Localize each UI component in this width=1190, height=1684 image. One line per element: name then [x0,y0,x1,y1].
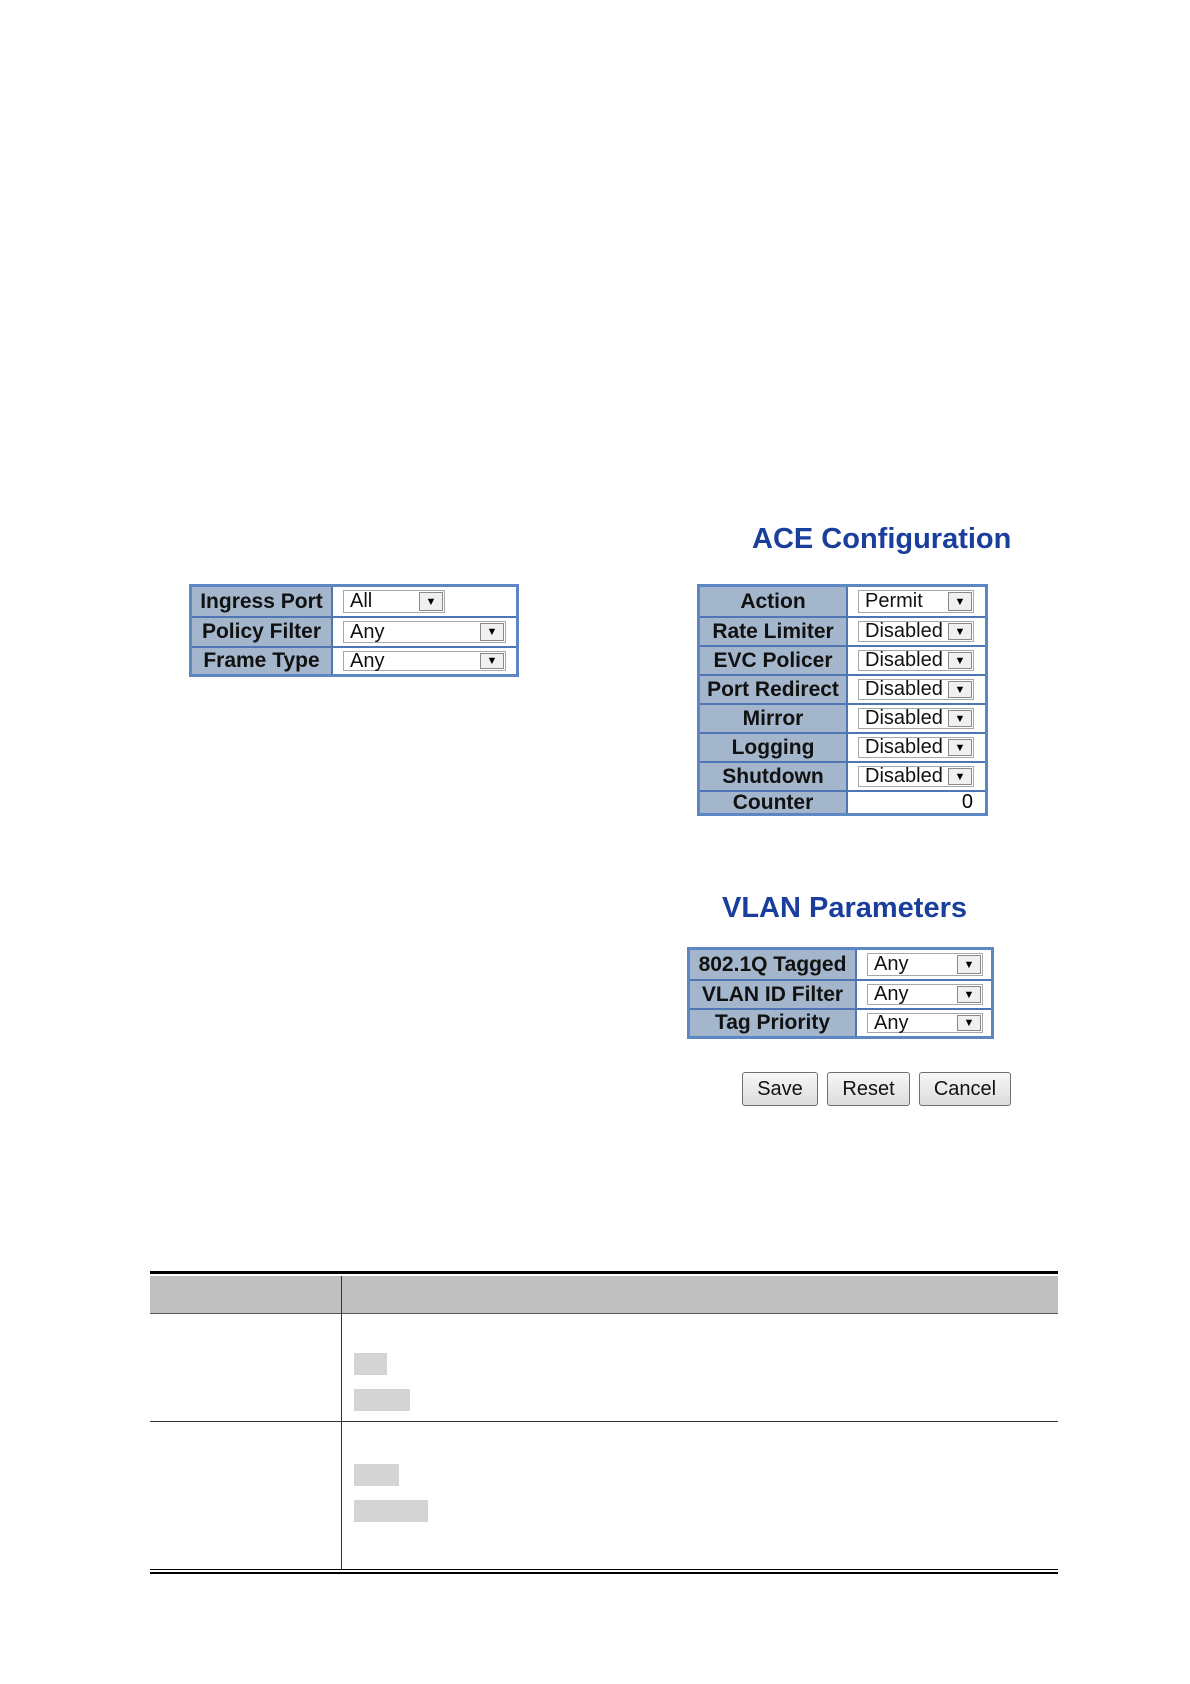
tagged-cell [857,950,991,979]
rate-limiter-cell [848,616,985,645]
port-redirect-row [700,674,985,703]
logging-value: Disabled [865,736,943,758]
policy-filter-value: Any [350,620,385,643]
chevron-down-icon[interactable]: ▼ [480,653,504,669]
chevron-down-icon[interactable]: ▼ [957,1015,981,1031]
vlan-id-filter-value: Any [874,983,909,1005]
logging-label: Logging [700,732,848,761]
action-cell [848,587,985,616]
parameter-description-table [150,1271,1058,1574]
ingress-port-cell [333,587,516,616]
chevron-down-icon[interactable]: ▼ [480,623,504,641]
chevron-down-icon[interactable]: ▼ [957,986,981,1003]
tag-priority-row [690,1008,991,1036]
rate-limiter-select[interactable] [858,621,974,642]
vlan-id-filter-select[interactable] [867,984,983,1005]
placeholder-chip [354,1464,399,1486]
shutdown-label: Shutdown [700,761,848,790]
policy-filter-select[interactable] [343,621,506,643]
frame-type-label: Frame Type [192,646,333,674]
save-button[interactable]: Save [742,1072,818,1106]
ingress-port-label: Ingress Port [192,587,333,616]
table-header [150,1276,1058,1314]
chevron-down-icon[interactable]: ▼ [419,592,443,611]
tagged-value: Any [874,953,909,975]
mirror-row [700,703,985,732]
frame-type-select[interactable] [343,651,506,671]
placeholder-chip [354,1353,387,1375]
row-divider [150,1421,1058,1422]
counter-row [700,790,985,813]
policy-filter-label: Policy Filter [192,616,333,646]
column-divider [341,1276,342,1570]
vlan-parameters-title: VLAN Parameters [722,892,967,924]
logging-row [700,732,985,761]
vlan-id-filter-row [690,979,991,1008]
placeholder-chip [354,1389,410,1411]
tag-priority-select[interactable] [867,1013,983,1033]
mirror-cell [848,703,985,732]
chevron-down-icon[interactable]: ▼ [948,681,972,698]
chevron-down-icon[interactable]: ▼ [948,623,972,640]
tag-priority-label: Tag Priority [690,1008,857,1036]
ingress-port-value: All [350,590,373,612]
ingress-settings-table [189,584,519,677]
rate-limiter-label: Rate Limiter [700,616,848,645]
mirror-value: Disabled [865,707,943,729]
evc-policer-row [700,645,985,674]
logging-select[interactable] [858,737,974,758]
reset-button[interactable]: Reset [827,1072,910,1106]
mirror-select[interactable] [858,708,974,729]
logging-cell [848,732,985,761]
rate-limiter-row [700,616,985,645]
table-bottom-rule-thin [150,1569,1058,1570]
tagged-row [690,950,991,979]
frame-type-cell [333,646,516,674]
shutdown-select[interactable] [858,766,974,787]
mirror-label: Mirror [700,703,848,732]
chevron-down-icon[interactable]: ▼ [948,652,972,669]
tagged-label: 802.1Q Tagged [690,950,857,979]
port-redirect-select[interactable] [858,679,974,700]
counter-cell [848,790,985,813]
port-redirect-value: Disabled [865,678,943,700]
vlan-id-filter-cell [857,979,991,1008]
vlan-id-filter-label: VLAN ID Filter [690,979,857,1008]
policy-filter-cell [333,616,516,646]
chevron-down-icon[interactable]: ▼ [957,955,981,974]
chevron-down-icon[interactable]: ▼ [948,768,972,785]
shutdown-cell [848,761,985,790]
action-value: Permit [865,590,923,612]
ingress-port-row [192,587,516,616]
action-row [700,587,985,616]
rate-limiter-value: Disabled [865,620,943,642]
port-redirect-label: Port Redirect [700,674,848,703]
vlan-parameters-table [687,947,994,1039]
chevron-down-icon[interactable]: ▼ [948,710,972,727]
counter-label: Counter [700,790,848,813]
counter-value: 0 [961,791,973,813]
cancel-button[interactable]: Cancel [919,1072,1011,1106]
action-label: Action [700,587,848,616]
policy-filter-row [192,616,516,646]
tag-priority-value: Any [874,1011,909,1034]
evc-policer-label: EVC Policer [700,645,848,674]
chevron-down-icon[interactable]: ▼ [948,739,972,756]
frame-type-value: Any [350,649,385,672]
table-bottom-rule [150,1572,1058,1574]
frame-type-row [192,646,516,674]
placeholder-chip [354,1500,428,1522]
table-top-rule [150,1271,1058,1274]
tagged-select[interactable] [867,953,983,976]
ace-configuration-title: ACE Configuration [752,523,1012,555]
action-settings-table [697,584,988,816]
port-redirect-cell [848,674,985,703]
shutdown-value: Disabled [865,765,943,787]
ingress-port-select[interactable] [343,590,445,613]
chevron-down-icon[interactable]: ▼ [948,592,972,611]
evc-policer-cell [848,645,985,674]
tag-priority-cell [857,1008,991,1036]
evc-policer-value: Disabled [865,649,943,671]
shutdown-row [700,761,985,790]
action-select[interactable] [858,590,974,613]
evc-policer-select[interactable] [858,650,974,671]
